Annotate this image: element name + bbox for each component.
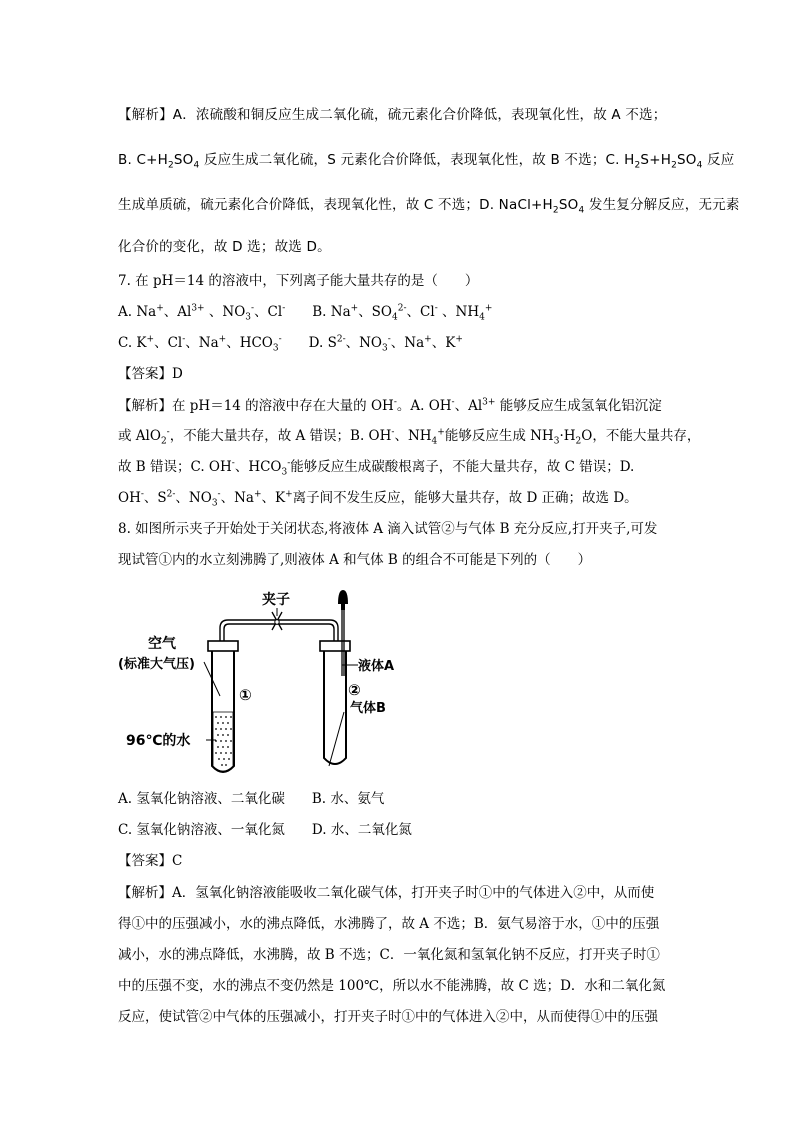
text-line: 8. 如图所示夹子开始处于关闭状态,将液体 A 滴入试管②与气体 B 充分反应,打开夹子,可发 — [118, 521, 658, 537]
text-line: 中的压强不变，水的沸点不变仍然是 100℃，所以水不能沸腾，故 C 选；D．水和二氧化氮 — [118, 978, 666, 994]
air-label: 空气 — [148, 636, 176, 652]
tube-1-label: ① — [239, 686, 252, 704]
connecting-tube — [220, 608, 338, 641]
liquid-a-label: 液体A — [358, 659, 395, 674]
water-label: 96℃的水 — [126, 733, 191, 749]
test-tube-2 — [320, 590, 358, 766]
clamp-icon — [272, 608, 282, 630]
text-line: 【答案】D — [118, 366, 183, 382]
tube-2-label: ② — [348, 681, 361, 699]
text-line: A. 氢氧化钠溶液、二氧化碳 B. 水、氨气 — [118, 791, 385, 807]
text-line: 化合价的变化，故 D 选；故选 D。 — [118, 239, 331, 255]
text-line: 反应，使试管②中气体的压强减小，打开夹子时①中的气体进入②中，从而使得①中的压强 — [118, 1009, 658, 1025]
air-pressure-label: (标准大气压) — [118, 657, 195, 672]
test-tube-1 — [208, 641, 238, 772]
gas-b-label: 气体B — [350, 701, 386, 716]
apparatus-diagram — [112, 578, 402, 784]
text-line: 故 B 错误；C. OH-、$HCO_3^-$能够反应生成碳酸根离子，不能大量共存，故 C 错误；D. — [118, 458, 635, 478]
text-line: 【解析】A．浓硫酸和铜反应生成二氧化硫，硫元素化合价降低，表现氧化性，故 A 不选； — [118, 107, 667, 123]
text-line: C. K+、Cl-、Na+、$HCO_3^-$ D. $S^{2-}$、$NO_3^-$、Na+、K+ — [118, 334, 463, 354]
text-line: 或 AlO$_2$-，不能大量共存，故 A 错误；B. OH-、$NH_4^+$能够反应生成 $NH_3\cdot H_2O$，不能大量共存， — [118, 427, 701, 447]
text-line: 生成单质硫，硫元素化合价降低，表现氧化性，故 C 不选；D. $NaCl+H_2SO_4$ 发生复分解反应，无元素 — [118, 197, 740, 216]
text-line: 减小，水的沸点降低，水沸腾，故 B 不选；C．一氧化氮和氢氧化钠不反应，打开夹子时① — [118, 947, 660, 963]
text-line: 现试管①内的水立刻沸腾了,则液体 A 和气体 B 的组合不可能是下列的（ ） — [118, 552, 592, 568]
text-line: 7. 在 pH＝14 的溶液中，下列离子能大量共存的是（ ） — [118, 273, 479, 289]
clamp-label: 夹子 — [262, 592, 290, 608]
text-line: 【解析】在 pH＝14 的溶液中存在大量的 OH-。A. OH-、$Al^{3+}$ 能够反应生成氢氧化铝沉淀 — [118, 397, 662, 414]
text-line: A. Na+、$Al^{3+}$ 、$NO_3^-$、Cl- B. Na+、$SO_4^{2-}$、Cl- 、$NH_4^+$ — [118, 303, 493, 323]
text-line: 【答案】C — [118, 853, 183, 869]
text-line: B. $C+H_2SO_4$ 反应生成二氧化硫，S 元素化合价降低，表现氧化性，故 B 不选；C. $H_2S+H_2SO_4$ 反应 — [118, 152, 735, 171]
text-line: 【解析】A．氢氧化钠溶液能吸收二氧化碳气体，打开夹子时①中的气体进入②中，从而使 — [118, 885, 655, 901]
text-line: OH-、$S^{2-}$、$NO_3^-$、Na+、K+离子间不发生反应，能够大量共存，故 D 正确；故选 D。 — [118, 489, 638, 509]
text-line: 得①中的压强减小，水的沸点降低，水沸腾了，故 A 不选；B．氨气易溶于水，①中的压强 — [118, 916, 660, 932]
text-line: C. 氢氧化钠溶液、一氧化氮 D. 水、二氧化氮 — [118, 822, 412, 838]
